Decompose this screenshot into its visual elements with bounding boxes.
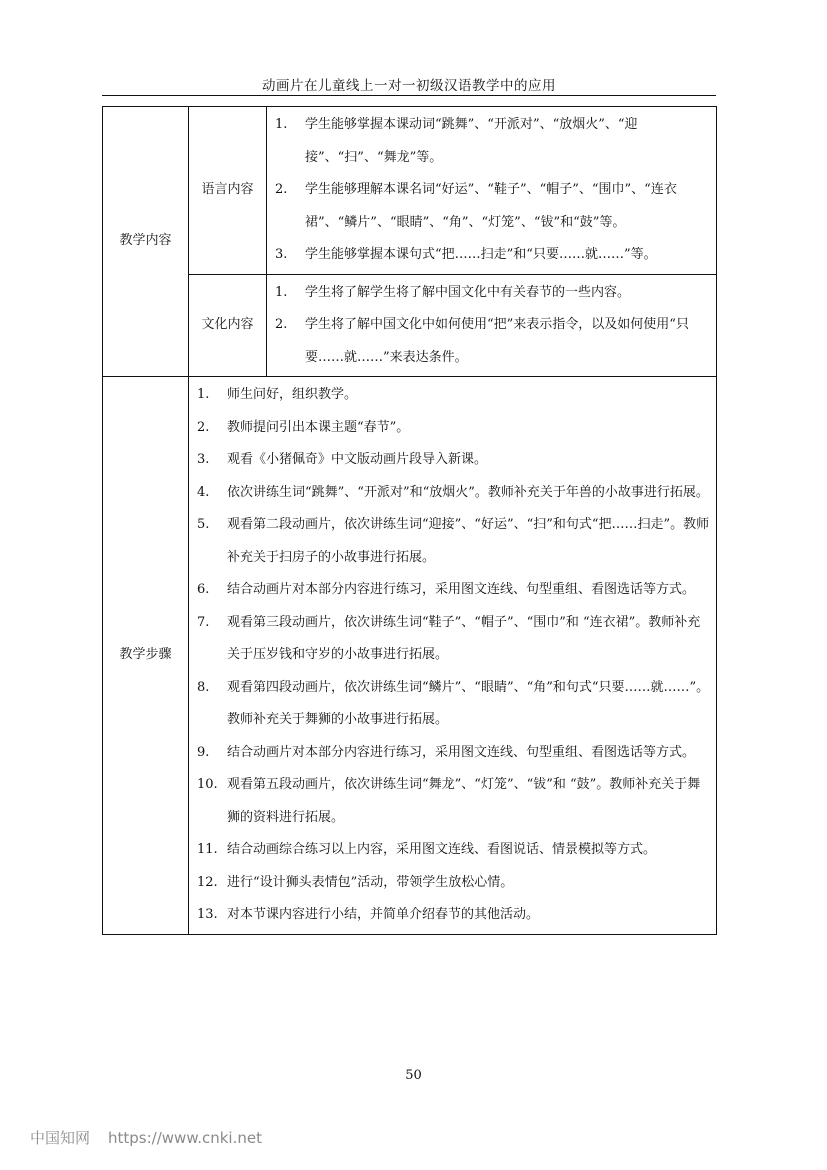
item-number: 2.: [275, 182, 288, 197]
steps-list: [189, 377, 716, 934]
step-text: 依次讲练生词“跳舞”、“开派对”和“放烟火”。教师补充关于年兽的小故事进行拓展。: [227, 484, 709, 500]
step-number: 8.: [197, 679, 210, 695]
step-item: [189, 769, 710, 834]
row-culture-content: [103, 274, 717, 377]
item-text: 学生能够掌握本课动词“跳舞”、“开派对”、“放烟火”、“迎接”、“扫”、“舞龙”等。: [305, 117, 638, 165]
step-number: 10.: [197, 777, 218, 792]
step-item: [189, 444, 710, 477]
step-number: 9.: [197, 744, 210, 760]
step-text: 结合动画片对本部分内容进行练习，采用图文连线、句型重组、看图选话等方式。: [227, 744, 696, 760]
row-teaching-steps: [103, 377, 717, 935]
item-text: 学生将了解中国文化中如何使用“把”来表示指令，以及如何使用“只要……就……”来表达条件。: [305, 317, 689, 365]
culture-content-label: 文化内容: [189, 274, 267, 377]
step-text: 教师提问引出本课主题“春节”。: [227, 419, 410, 435]
step-item: [189, 379, 710, 412]
step-text: 观看《小猪佩奇》中文版动画片段导入新课。: [227, 452, 488, 467]
list-item: [267, 277, 710, 310]
step-number: 13.: [197, 907, 218, 922]
step-item: [189, 899, 710, 932]
step-text: 观看第三段动画片，依次讲练生词“鞋子”、“帽子”、“围巾”和 “连衣裙”。教师补充关于压岁钱和守岁的小故事进行拓展。: [227, 614, 701, 662]
step-number: 7.: [197, 614, 210, 630]
step-text: 结合动画综合练习以上内容，采用图文连线、看图说话、情景模拟等方式。: [227, 842, 657, 857]
step-item: [189, 477, 710, 510]
culture-content-cell: [267, 274, 717, 377]
step-item: [189, 509, 710, 574]
item-number: 3.: [275, 247, 288, 262]
item-number: 1.: [275, 117, 288, 132]
running-header: 动画片在儿童线上一对一初级汉语教学中的应用: [262, 78, 556, 94]
teaching-steps-label: 教学步骤: [103, 377, 189, 935]
culture-items-list: [267, 275, 716, 377]
step-number: 1.: [197, 387, 210, 402]
language-items-list: [267, 107, 716, 274]
header-rule: [102, 95, 716, 96]
step-item: [189, 737, 710, 770]
lesson-plan-table: [102, 106, 717, 935]
step-text: 对本节课内容进行小结，并简单介绍春节的其他活动。: [227, 907, 540, 922]
item-text: 学生能够掌握本课句式“把……扫走”和“只要……就……”等。: [305, 247, 657, 262]
watermark-url: https://www.cnki.net: [108, 1129, 262, 1147]
watermark-site-name: 中国知网: [30, 1129, 91, 1147]
step-text: 进行“设计狮头表情包”活动，带领学生放松心情。: [227, 874, 514, 890]
page-number: 50: [405, 1068, 422, 1083]
step-number: 4.: [197, 484, 210, 500]
list-item: [267, 109, 710, 174]
teaching-content-label: 教学内容: [103, 107, 189, 377]
list-item: [267, 309, 710, 374]
step-item: [189, 867, 710, 900]
step-text: 观看第五段动画片，依次讲练生词“舞龙”、“灯笼”、“钹”和 “鼓”。教师补充关于舞狮的资料进行拓展。: [227, 777, 701, 825]
cnki-watermark: [30, 1127, 262, 1148]
item-text: 学生将了解学生将了解中国文化中有关春节的一些内容。: [305, 284, 631, 300]
step-text: 师生问好，组织教学。: [227, 387, 358, 402]
step-item: [189, 834, 710, 867]
row-language-content: [103, 107, 717, 275]
step-number: 2.: [197, 419, 210, 435]
step-number: 5.: [197, 517, 210, 532]
language-content-cell: [267, 107, 717, 275]
list-item: [267, 239, 710, 272]
item-number: 1.: [275, 284, 288, 300]
step-text: 观看第二段动画片，依次讲练生词“迎接”、“好运”、“扫”和句式“把……扫走”。教师补充关于扫房子的小故事进行拓展。: [227, 517, 710, 565]
step-number: 11.: [197, 842, 218, 857]
step-item: [189, 607, 710, 672]
step-text: 结合动画片对本部分内容进行练习，采用图文连线、句型重组、看图选话等方式。: [227, 582, 696, 597]
step-number: 12.: [197, 874, 218, 890]
item-number: 2.: [275, 317, 288, 332]
step-number: 3.: [197, 452, 210, 467]
step-item: [189, 672, 710, 737]
item-text: 学生能够理解本课名词“好运”、“鞋子”、“帽子”、“围巾”、“连衣裙”、“鳞片”、“眼睛”、“角”、“灯笼”、“钹”和“鼓”等。: [305, 182, 677, 230]
step-number: 6.: [197, 582, 210, 597]
teaching-steps-cell: [189, 377, 717, 935]
step-text: 观看第四段动画片，依次讲练生词“鳞片”、“眼睛”、“角”和句式“只要……就……”。教师补充关于舞狮的小故事进行拓展。: [227, 679, 710, 727]
step-item: [189, 412, 710, 445]
language-content-label: 语言内容: [189, 107, 267, 275]
list-item: [267, 174, 710, 239]
step-item: [189, 574, 710, 607]
